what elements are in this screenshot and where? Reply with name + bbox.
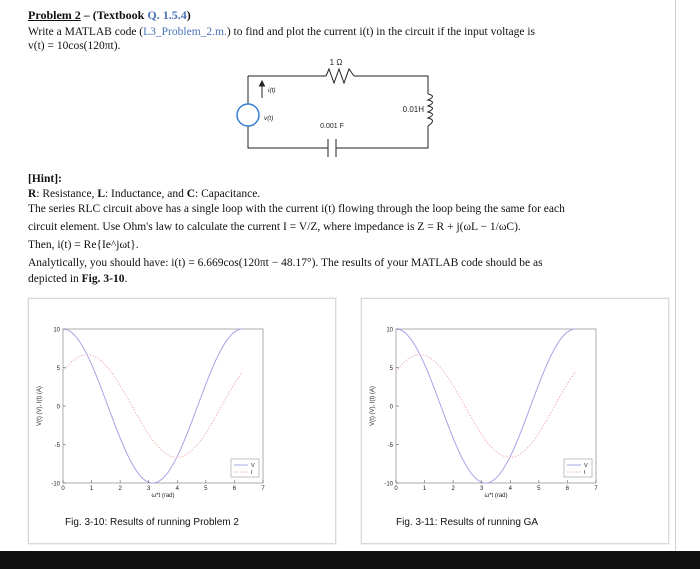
page-edge: [675, 0, 676, 551]
y-tick-label: 0: [389, 404, 393, 411]
x-axis-label: ω*t (rad): [484, 493, 508, 499]
hint-line-2: The series RLC circuit above has a single loop with the current i(t) flowing through the loop being the same for each: [28, 203, 565, 215]
current-arrow-icon: [260, 81, 265, 98]
resistor-symbol: [326, 69, 354, 83]
problem-title-text: Problem 2: [28, 8, 81, 22]
y-tick-label: 10: [386, 327, 393, 334]
hint-l-desc: : Inductance, and: [104, 188, 187, 200]
problem-title-end: ): [186, 8, 191, 22]
x-tick-label: 7: [594, 486, 598, 492]
x-tick-label: 5: [204, 486, 208, 492]
legend-box: [564, 459, 592, 477]
x-tick-label: 6: [232, 486, 237, 492]
legend-label-i: I: [584, 470, 586, 476]
y-tick-label: 0: [56, 404, 60, 411]
rlc-circuit-diagram: [228, 56, 448, 166]
figure-caption-2: Fig. 3-11: Results of running GA: [396, 517, 539, 528]
x-tick-label: 2: [118, 486, 122, 492]
problem-line-1b: ) to find and plot the current i(t) in the circuit if the input voltage is: [226, 26, 536, 38]
y-axis-label: V(t) (V), I(t) (A): [37, 386, 43, 426]
inductor-symbol: [428, 94, 433, 126]
x-tick-label: 6: [565, 486, 570, 492]
y-tick-label: 5: [56, 366, 60, 372]
hint-line-6c: .: [124, 273, 128, 285]
inductor-label: 0.01H: [402, 105, 424, 114]
problem-title: [28, 8, 191, 23]
problem-line-2: v(t) = 10cos(120πt).: [28, 40, 121, 52]
legend-label-v: V: [584, 463, 588, 469]
source-label: v(t): [264, 115, 274, 122]
y-tick-label: -10: [51, 481, 60, 488]
y-tick-label: -5: [54, 443, 60, 449]
resistor-label: 1 Ω: [329, 58, 343, 67]
problem-line-1: [28, 25, 535, 39]
x-tick-label: 5: [537, 486, 541, 492]
hint-line-4: Then, i(t) = Re{Ie^jωt}.: [28, 239, 139, 251]
problem-line-1a: Write a MATLAB code (: [28, 26, 144, 38]
bottom-bar: [0, 551, 700, 569]
y-tick-label: 5: [389, 366, 393, 372]
x-tick-label: 4: [508, 486, 512, 492]
x-tick-label: 1: [89, 486, 94, 492]
y-axis-label: V(t) (V), I(t) (A): [370, 386, 376, 426]
hint-line-3: circuit element. Use Ohm's law to calculate the current I = V/Z, where impedance is Z = R + j(ωL − 1/ωC).: [28, 221, 521, 233]
hint-r: R: [28, 188, 37, 200]
hint-heading: [Hint]:: [28, 173, 62, 185]
plot-2: [362, 299, 668, 504]
problem-title-sep: – (Textbook: [80, 8, 148, 22]
voltage-source-symbol: [237, 104, 259, 126]
fig-ref: Fig. 3-10: [81, 273, 125, 285]
hint-line-6a: depicted in: [28, 273, 82, 285]
hint-c: C: [186, 188, 196, 200]
y-tick-label: -5: [387, 443, 393, 449]
hint-line-1: [28, 187, 260, 201]
figure-caption-1: Fig. 3-10: Results of running Problem 2: [65, 517, 239, 528]
current-label: i(t): [268, 87, 276, 94]
hint-c-desc: : Capacitance.: [195, 188, 261, 200]
figure-panel-2: [361, 298, 669, 544]
bottom-wire-left: [248, 126, 328, 148]
hint-l: L: [97, 188, 105, 200]
x-tick-label: 4: [175, 486, 179, 492]
y-tick-label: 10: [53, 327, 60, 334]
plot-1: [29, 299, 335, 504]
textbook-ref: Q. 1.5.4: [147, 8, 187, 22]
hint-r-desc: : Resistance,: [36, 188, 98, 200]
legend-box: [231, 459, 259, 477]
bottom-wire-right: [336, 126, 428, 148]
file-link[interactable]: L3_Problem_2.m.: [143, 26, 227, 38]
y-tick-label: -10: [384, 481, 393, 488]
x-tick-label: 3: [480, 486, 484, 492]
x-tick-label: 2: [451, 486, 455, 492]
hint-line-6: [28, 272, 127, 286]
x-tick-label: 3: [147, 486, 151, 492]
hint-line-5: Analytically, you should have: i(t) = 6.669cos(120πt − 48.17°). The results of your MATLAB code should be as: [28, 257, 543, 269]
capacitor-label: 0.001 F: [320, 123, 344, 130]
top-wire-right: [354, 76, 428, 94]
x-tick-label: 7: [261, 486, 265, 492]
figure-panel-1: [28, 298, 336, 544]
x-tick-label: 1: [422, 486, 427, 492]
legend-label-i: I: [251, 470, 253, 476]
x-axis-label: ω*t (rad): [151, 493, 175, 499]
x-tick-label: 0: [61, 486, 65, 492]
x-tick-label: 0: [394, 486, 398, 492]
legend-label-v: V: [251, 463, 255, 469]
